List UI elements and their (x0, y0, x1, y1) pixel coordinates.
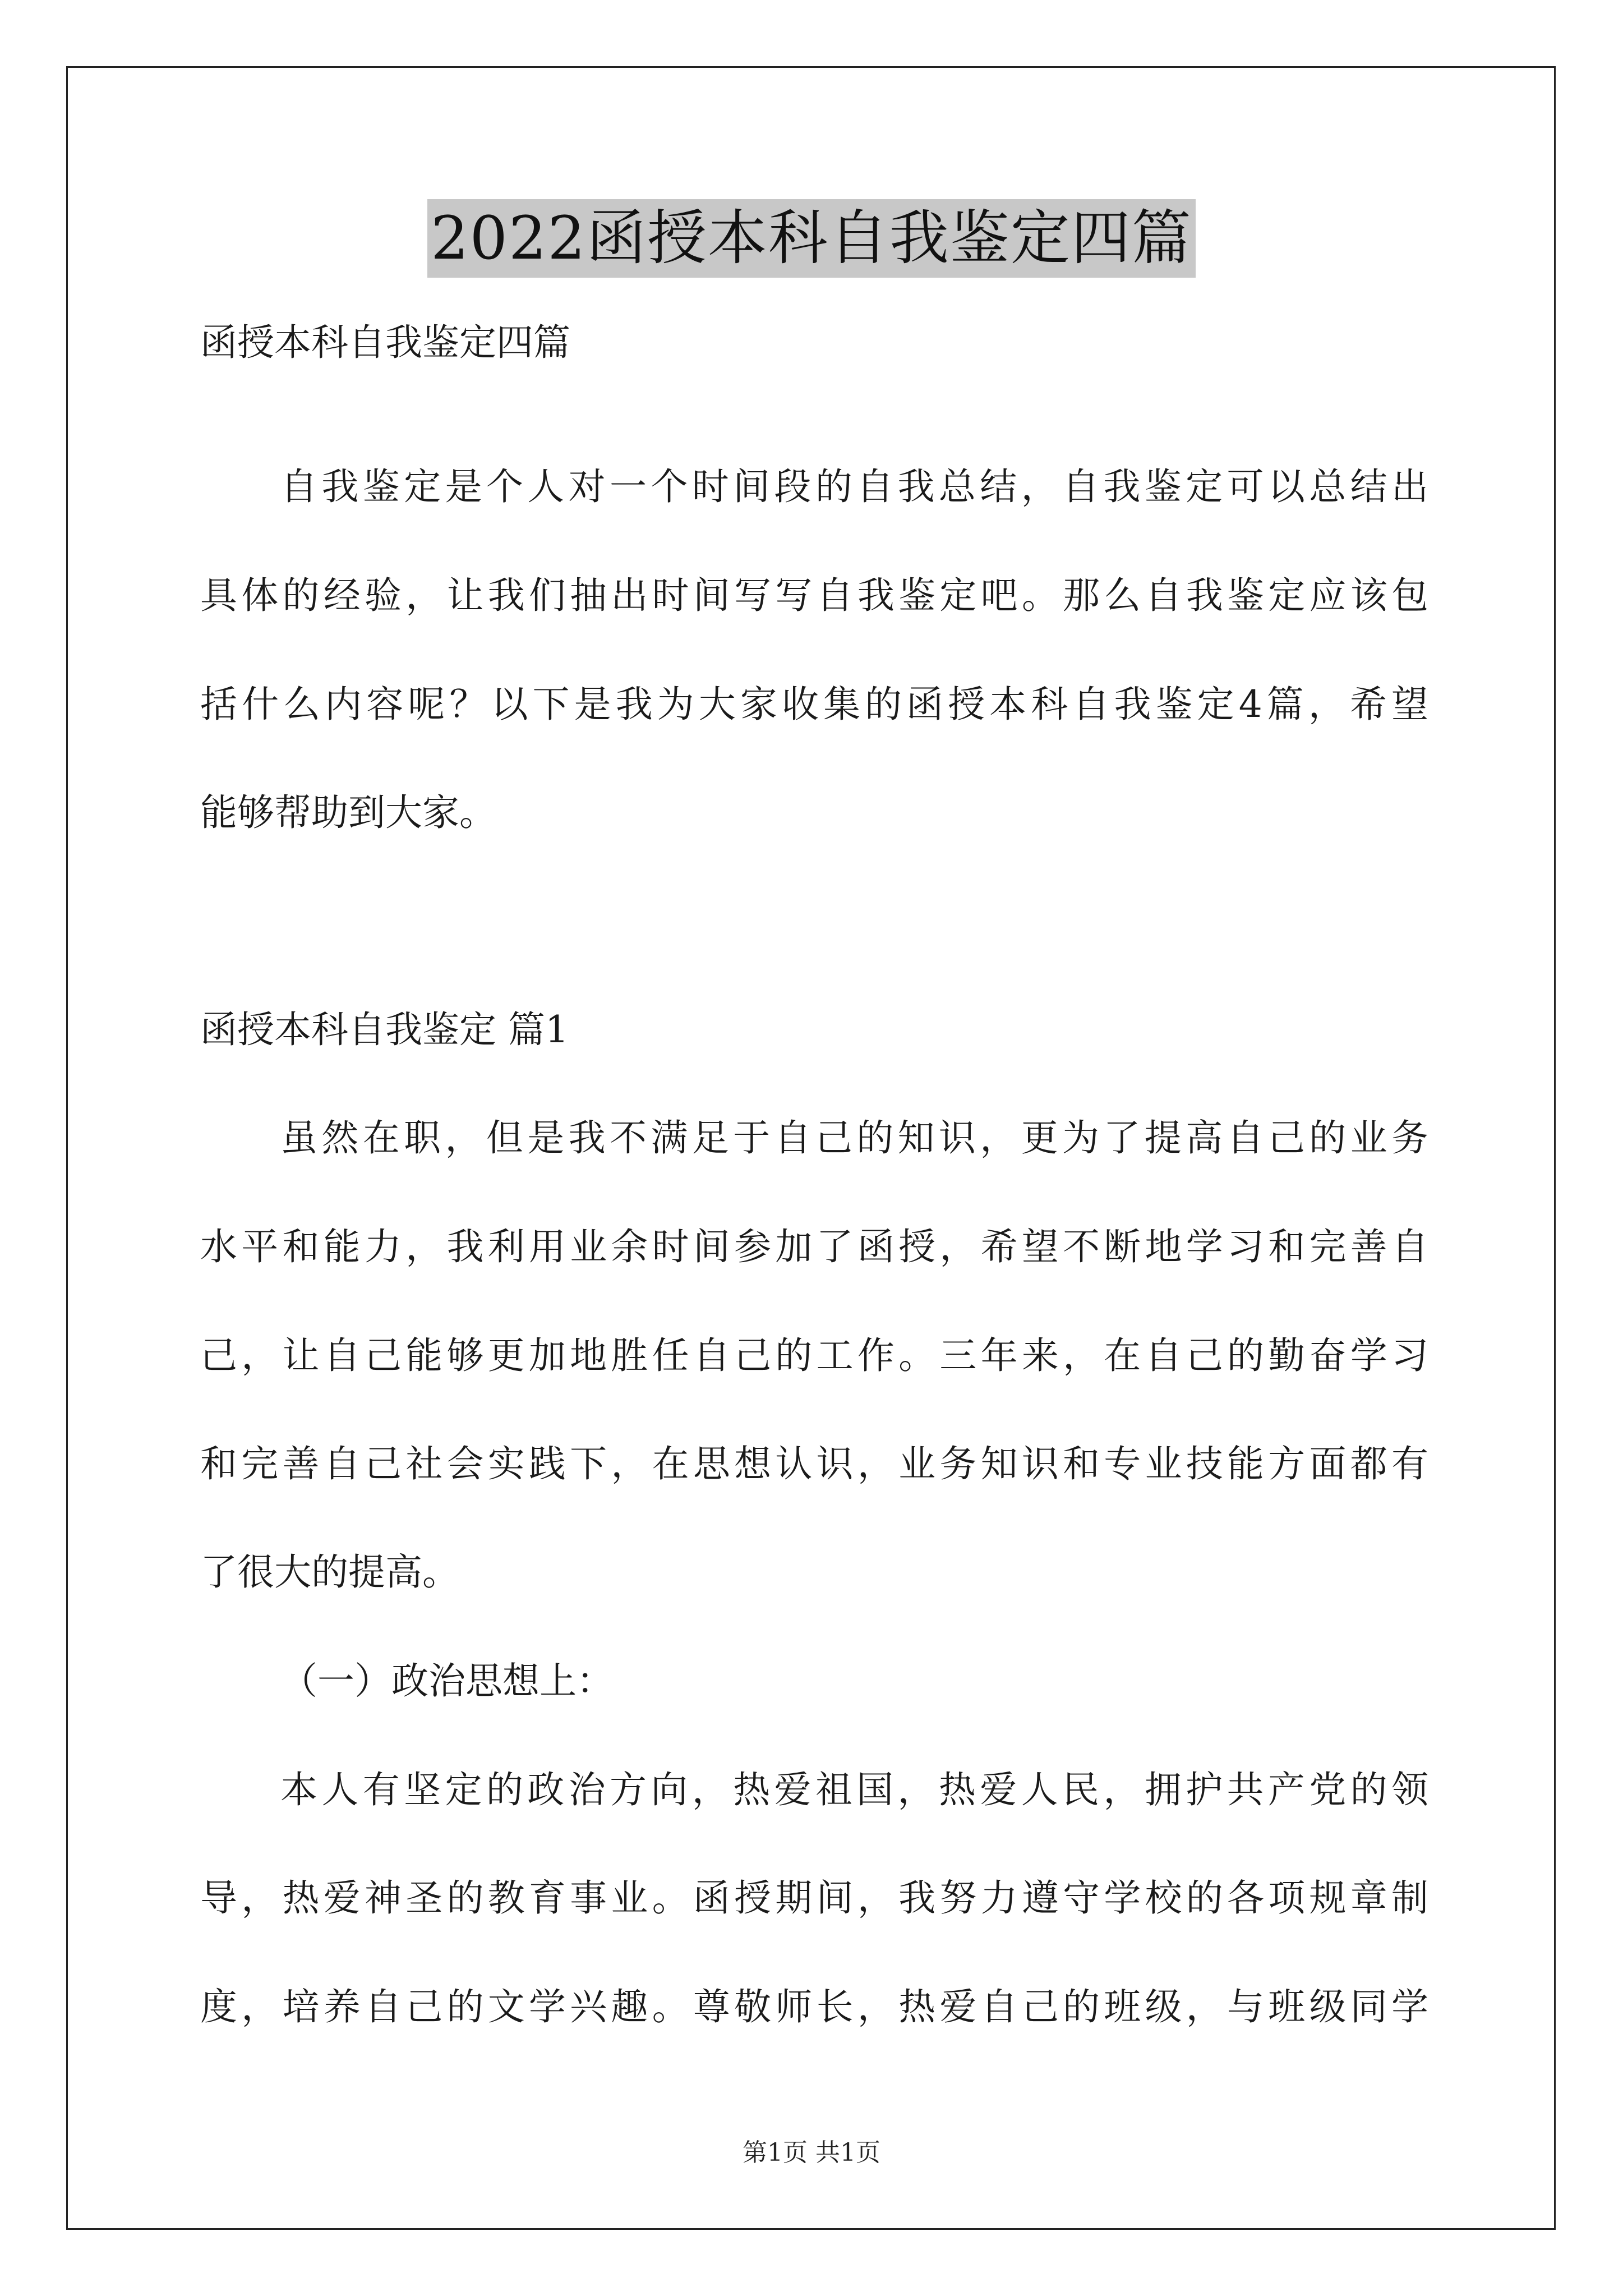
paragraph-line: 导，热爱神圣的教育事业。函授期间，我努力遵守学校的各项规章制 (200, 1876, 1428, 1920)
document-title: 2022函授本科自我鉴定四篇 (427, 199, 1196, 278)
paragraph-line: 能够帮助到大家。 (200, 791, 496, 834)
paragraph-line: 己，让自己能够更加地胜任自己的工作。三年来，在自己的勤奋学习 (200, 1334, 1428, 1377)
paragraph-line: 度，培养自己的文学兴趣。尊敬师长，热爱自己的班级，与班级同学 (200, 1985, 1428, 2028)
paragraph-line: 具体的经验，让我们抽出时间写写自我鉴定吧。那么自我鉴定应该包 (200, 574, 1428, 617)
title-container (0, 199, 1623, 278)
paragraph-line: 了很大的提高。 (200, 1550, 459, 1594)
paragraph-line: 水平和能力，我利用业余时间参加了函授，希望不断地学习和完善自 (200, 1225, 1428, 1268)
paragraph-line: 括什么内容呢？以下是我为大家收集的函授本科自我鉴定4篇，希望 (200, 683, 1428, 726)
section-heading: 函授本科自我鉴定 篇1 (200, 1008, 569, 1051)
paragraph-line: 虽然在职，但是我不满足于自己的知识，更为了提高自己的业务 (280, 1116, 1428, 1159)
paragraph-line: 和完善自己社会实践下，在思想认识，业务知识和专业技能方面都有 (200, 1442, 1428, 1485)
subtitle-line: 函授本科自我鉴定四篇 (200, 321, 570, 364)
page-footer: 第1页 共1页 (743, 2138, 880, 2167)
paragraph-line: 本人有坚定的政治方向，热爱祖国，热爱人民，拥护共产党的领 (280, 1768, 1428, 1811)
subsection-heading: （一）政治思想上： (280, 1659, 614, 1703)
paragraph-line: 自我鉴定是个人对一个时间段的自我总结，自我鉴定可以总结出 (280, 465, 1428, 508)
